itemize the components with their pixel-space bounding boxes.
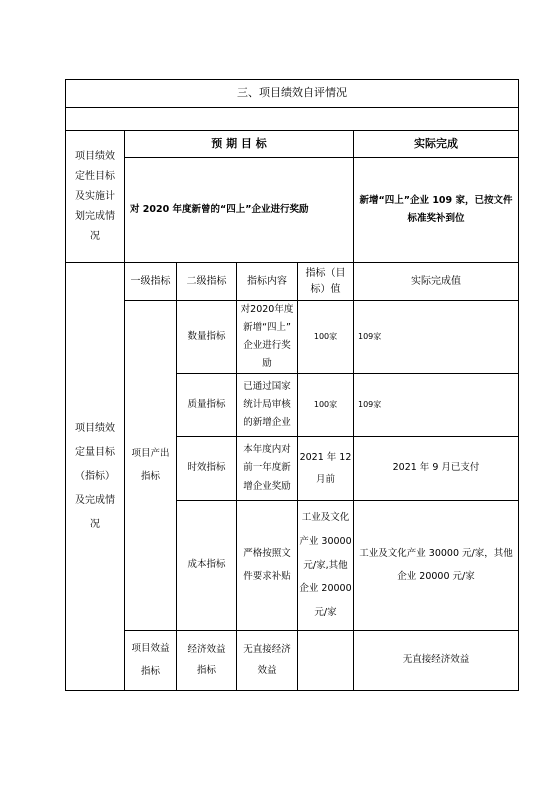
rule [65,107,519,108]
cost-indicator: 成本指标 [187,559,226,571]
rule-bottom [65,690,519,691]
cost-content: 严格按照文 件要求补贴 [243,547,291,582]
target-header: 指标（目 标）值 [305,267,346,295]
quality-content: 已通过国家 统计局审核 的新增企业 [243,380,291,429]
timeliness-content: 本年度内对 前一年度新 增企业奖励 [243,444,291,492]
cost-actual: 工业及文化产业 30000 元/家，其他 企业 20000 元/家 [359,547,513,582]
rule-right [518,79,519,691]
actual-completion-text: 新增“四上”企业 109 家，已按文件 标准奖补到位 [359,194,513,224]
expected-goal-text: 对 2020 年度新曾的“四上”企业进行奖励 [130,203,309,215]
quality-actual: 109家 [358,400,382,410]
quantity-content: 对2020年度 新增“四上” 企业进行奖 励 [240,303,294,370]
economic-benefit-indicator: 经济效益 指标 [187,643,226,676]
timeliness-target: 2021 年 12 月前 [299,451,352,485]
level2-header: 二级指标 [186,276,227,287]
benefit-indicator-label: 项目效益 指标 [131,642,170,677]
timeliness-actual: 2021 年 9 月已支付 [392,462,480,474]
actual-completion-header: 实际完成 [414,136,458,150]
section-title: 三、项目绩效自评情况 [237,86,347,100]
quantity-actual: 109家 [358,332,382,342]
quantity-indicator: 数量指标 [187,330,226,342]
expected-goal-header: 预 期 目 标 [211,136,267,150]
cost-target: 工业及文化 产业 30000 元/家,其他 企业 20000 元/家 [299,512,352,619]
timeliness-indicator: 时效指标 [187,462,226,474]
quality-target: 100家 [313,400,338,410]
quantity-target: 100家 [313,332,338,342]
quality-indicator: 质量指标 [187,398,226,410]
quantitative-row-label: 项目绩效 定量目标 （指标） 及完成情 况 [75,422,115,530]
content-header: 指标内容 [247,276,287,287]
output-indicator-label: 项目产出 指标 [131,447,170,482]
economic-benefit-content: 无直接经济 效益 [243,643,291,676]
qualitative-row-label: 项目绩效 定性目标 及实施计 划完成情 况 [75,150,115,242]
economic-benefit-actual: 无直接经济效益 [402,654,470,666]
actual-value-header: 实际完成值 [411,276,461,287]
level1-header: 一级指标 [130,276,171,287]
economic-benefit-target [298,631,353,690]
